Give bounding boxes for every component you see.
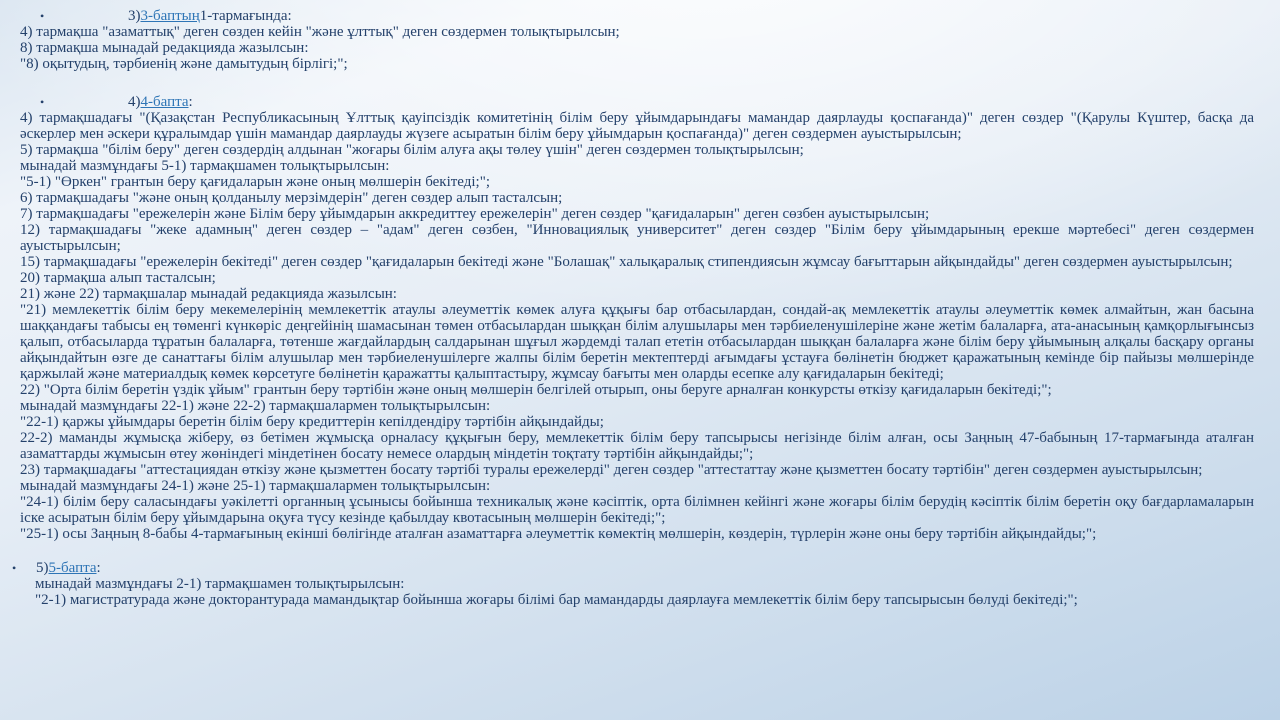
section-heading [0, 8, 1280, 24]
bullet-icon: • [12, 561, 17, 575]
amendment-paragraph: 7) тармақшадағы "ережелерін және Білім беру ұйымдарын аккредиттеу ережелерін" деген сөздер "қағидаларын" деген сөзбен ауыстырылсын; [20, 206, 930, 222]
amendment-paragraph: 21) және 22) тармақшалар мынадай редакцияда жазылсын: [20, 286, 397, 302]
section-heading [0, 94, 1280, 110]
amendment-paragraph: "8) оқытудың, тәрбиенің және дамытудың бірлігі;"; [20, 56, 348, 72]
heading-prefix: 5) [36, 560, 49, 576]
amendment-paragraph: мынадай мазмұндағы 22-1) және 22-2) тармақшалармен толықтырылсын: [20, 398, 491, 414]
section-heading [0, 560, 1280, 576]
amendment-paragraph: 12) тармақшадағы "жеке адамның" деген сөздер – "адам" деген сөзбен, "Инновациялық университет" деген сөздер "Білім беру ұйымдарының ерекше мәртебесі" деген сөздермен ауыстырылсын; [20, 222, 1254, 254]
amendment-paragraph: 15) тармақшадағы "ережелерін бекітеді" деген сөздер "қағидаларын бекітеді және "Болашақ" халықаралық стипендиясын жұмсау бағыттарын айқындайды" деген сөздермен ауыстырылсын; [20, 254, 1233, 270]
amendment-paragraph: 22) "Орта білім беретін үздік ұйым" грантын беру тәртібін және оның мөлшерін белгілей отырып, оны беруге арналған конкурсты өткізу қағидаларын бекітеді;"; [20, 382, 1052, 398]
amendment-paragraph: 20) тармақша алып тасталсын; [20, 270, 216, 286]
amendment-paragraph: мынадай мазмұндағы 2-1) тармақшамен толықтырылсын: [35, 576, 405, 592]
link-article-4[interactable]: 4-бапта [140, 94, 189, 110]
amendment-paragraph: 5) тармақша "білім беру" деген сөздердің алдынан "жоғары білім алуға ақы төлеу үшін" деген сөздермен толықтырылсын; [20, 142, 804, 158]
amendment-paragraph: "5-1) "Өркен" грантын беру қағидаларын және оның мөлшерін бекітеді;"; [20, 174, 491, 190]
heading-suffix: : [188, 94, 193, 110]
amendment-paragraph: 6) тармақшадағы "және оның қолданылу мерзімдерін" деген сөздер алып тасталсын; [20, 190, 563, 206]
amendment-paragraph: 4) тармақша "азаматтық" деген сөзден кейін "және ұлттық" деген сөздермен толықтырылсын; [20, 24, 620, 40]
heading-prefix: 4) [128, 94, 141, 110]
link-article-3[interactable]: 3-баптың [140, 8, 200, 24]
bullet-icon: • [40, 9, 45, 23]
amendment-paragraph: "21) мемлекеттік білім беру мекемелерінің мемлекеттік атаулы әлеуметтік көмек алуға құқығы бар отбасылардан, сондай-ақ мемлекеттік атаулы әлеуметтік көмек алмайтын, жан басына шаққандағы табысы ең төменгі күнкөріс деңгейінің шамасынан төмен отбасылардан шыққан білім алушылары мен тәрбиеленушілеріне және жетім балаларға, ата-анасының қамқорлығынсыз қалып, отбасыларда тұратын балаларға, төтенше жағдайлардың салдарынан шұғыл жәрдемді талап ететін отбасылардан шыққан балаларға және білім беру ұйымының алқалы басқару органы айқындайтын өзге де санаттағы білім алушылар мен тәрбиеленушілерге жалпы білім беретін мектептерді ағымдағы ұстауға бөлінетін бюджет қаражатының кемінде бір пайызы мөлшерінде қаржылай және материалдық көмек көрсетуге бөлінетін қаражатты қалыптастыру, жұмсау бағыты мен оларды есепке алу қағидаларын бекітеді; [20, 302, 1254, 382]
section-body [0, 24, 1280, 72]
amendment-paragraph: "25-1) осы Заңның 8-бабы 4-тармағының екінші бөлігінде аталған азаматтарға әлеуметтік көмектің мөлшерін, көздерін, түрлерін және оны беру тәртібін айқындайды;"; [20, 526, 1097, 542]
bullet-icon: • [40, 95, 45, 109]
link-article-5[interactable]: 5-бапта [48, 560, 97, 576]
amendment-paragraph: мынадай мазмұндағы 24-1) және 25-1) тармақшалармен толықтырылсын: [20, 478, 491, 494]
section-body [0, 576, 1280, 608]
amendment-paragraph: 8) тармақша мынадай редакцияда жазылсын: [20, 40, 309, 56]
section-article-3 [0, 8, 1280, 72]
section-article-4 [0, 94, 1280, 542]
section-article-5 [0, 560, 1280, 608]
amendment-paragraph: "22-1) қаржы ұйымдары беретін білім беру кредиттерін кепілдендіру тәртібін айқындайды; [20, 414, 604, 430]
amendment-paragraph: 23) тармақшадағы "аттестациядан өткізу және қызметтен босату тәртібі туралы ережелерді" деген сөздер "аттестаттау және қызметтен босату тәртібін" деген сөздермен ауыстырылсын; [20, 462, 1203, 478]
heading-prefix: 3) [128, 8, 141, 24]
amendment-paragraph: мынадай мазмұндағы 5-1) тармақшамен толықтырылсын: [20, 158, 390, 174]
amendment-paragraph: "24-1) білім беру саласындағы уәкілетті органның ұсынысы бойынша техникалық және кәсіптік, орта білімнен кейінгі және жоғары білім берудің кәсіптік білім беретін оқу бағдарламаларын іске асыратын білім беру ұйымдарына оқуға түсу кезінде қабылдау квотасының мөлшерін бекітеді;"; [20, 494, 1254, 526]
heading-suffix: 1-тармағында: [199, 8, 292, 24]
amendment-paragraph: 4) тармақшадағы "(Қазақстан Республикасының Ұлттық қауіпсіздік комитетінің білім беру ұйымдарындағы мамандар даярлауды қоспағанда)" деген сөздер "(Қарулы Күштер, басқа да әскерлер мен әскери құралымдар үшін мамандар даярлауды жүзеге асыратын білім беру ұйымдарын қоспағанда)" деген сөздермен ауыстырылсын; [20, 110, 1254, 142]
amendment-paragraph: "2-1) магистратурада және докторантурада мамандықтар бойынша жоғары білімі бар мамандарды даярлауға мемлекеттік білім беру тапсырысын бөлуді бекітеді;"; [35, 592, 1078, 608]
amendment-paragraph: 22-2) маманды жұмысқа жіберу, өз бетімен жұмысқа орналасу құқығын беру, мемлекеттік білім беру тапсырысы негізінде білім алған, осы Заңның 47-бабының 17-тармағында аталған азаматтарды жұмысын өтеу жөніндегі міндетінен босату немесе олардың міндетін тоқтату тәртібін айқындайды;"; [20, 430, 1254, 462]
heading-suffix: : [96, 560, 101, 576]
section-body [0, 110, 1280, 542]
